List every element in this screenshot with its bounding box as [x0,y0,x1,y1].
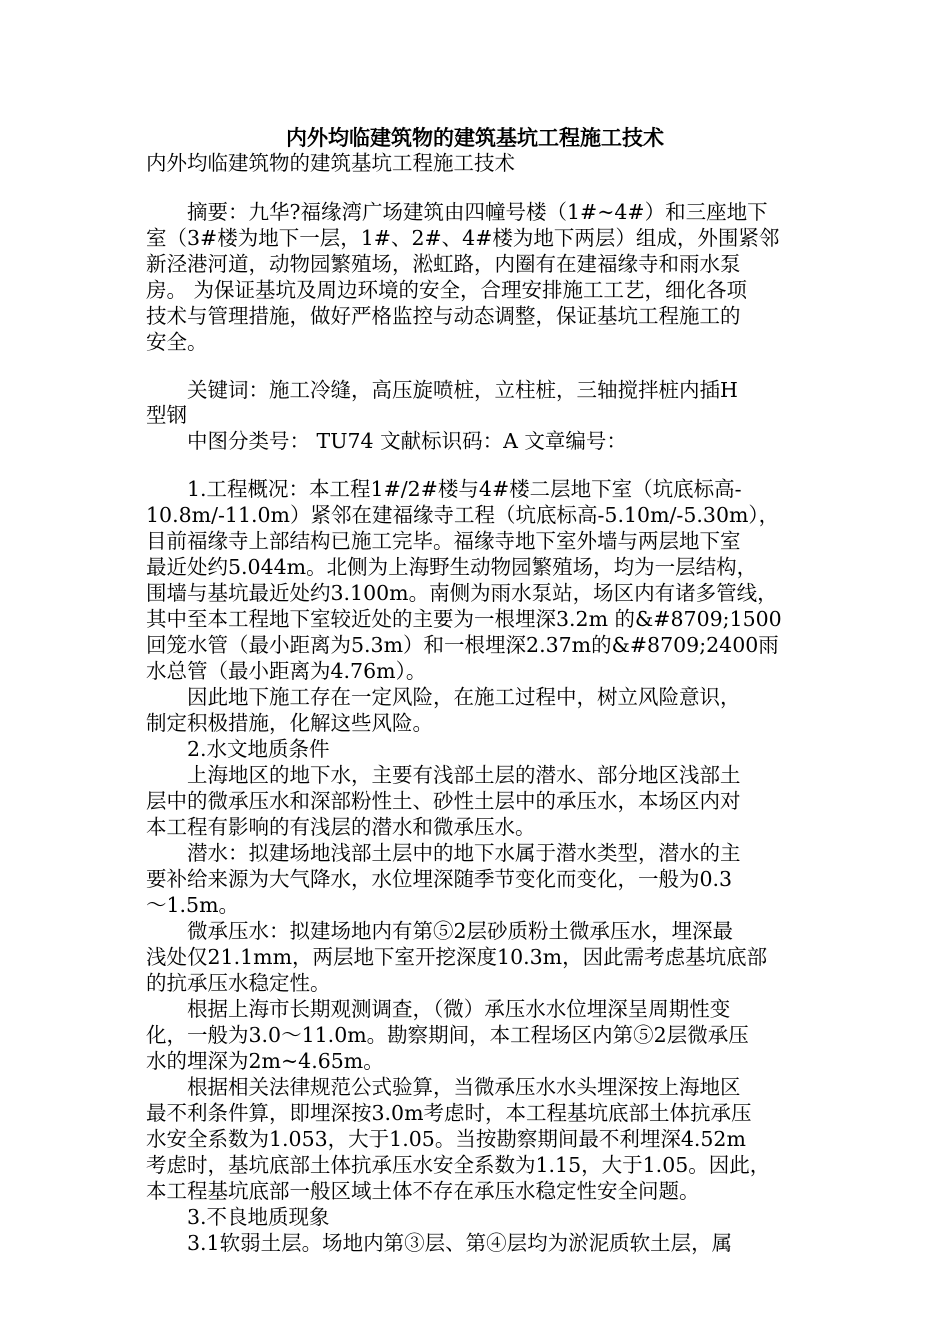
body-line: 室（3#楼为地下一层，1#、2#、4#楼为地下两层）组成，外围紧邻 [146,226,780,250]
body-line: 制定积极措施，化解这些风险。 [146,711,433,735]
body-line: 化，一般为3.0～11.0m。勘察期间，本工程场区内第⑤2层微承压 [146,1023,749,1047]
document-title: 内外均临建筑物的建筑基坑工程施工技术 [286,125,664,150]
body-line: 因此地下施工存在一定风险，在施工过程中，树立风险意识， [146,685,741,709]
section-heading: 2.水文地质条件 [146,737,330,761]
body-line: 水的埋深为2m~4.65m。 [146,1049,384,1073]
body-line: 考虑时，基坑底部土体抗承压水安全系数为1.15，大于1.05。因此， [146,1153,771,1177]
body-line: 目前福缘寺上部结构已施工完毕。福缘寺地下室外墙与两层地下室 [146,529,741,553]
body-line: 浅处仅21.1mm，两层地下室开挖深度10.3m，因此需考虑基坑底部 [146,945,768,969]
body-line: 的抗承压水稳定性。 [146,971,331,995]
body-line: 中图分类号： TU74 文献标识码：A 文章编号： [146,429,627,453]
body-line: 1.工程概况：本工程1#/2#楼与4#楼二层地下室（坑底标高- [146,477,742,501]
body-line: 上海地区的地下水，主要有浅部土层的潜水、部分地区浅部土 [146,763,741,787]
body-line: 层中的微承压水和深部粉性土、砂性土层中的承压水，本场区内对 [146,789,741,813]
section-heading: 3.不良地质现象 [146,1205,330,1229]
body-line: 最近处约5.044m。北侧为上海野生动物园繁殖场，均为一层结构， [146,555,758,579]
body-line: 3.1软弱土层。场地内第③层、第④层均为淤泥质软土层，属 [146,1231,733,1255]
body-line: 微承压水：拟建场地内有第⑤2层砂质粉土微承压水，埋深最 [146,919,734,943]
body-line: 本工程有影响的有浅层的潜水和微承压水。 [146,815,536,839]
body-line: 要补给来源为大气降水，水位埋深随季节变化而变化，一般为0.3 [146,867,733,891]
body-line: 新泾港河道，动物园繁殖场，淞虹路，内圈有在建福缘寺和雨水泵 [146,252,741,276]
body-line: 水安全系数为1.053，大于1.05。当按勘察期间最不利埋深4.52m [146,1127,746,1151]
body-line: 技术与管理措施，做好严格监控与动态调整，保证基坑工程施工的 [146,304,741,328]
body-line: 根据相关法律规范公式验算，当微承压水水头埋深按上海地区 [146,1075,741,1099]
body-line: 最不利条件算，即埋深按3.0m考虑时，本工程基坑底部土体抗承压 [146,1101,752,1125]
body-line: 摘要：九华?福缘湾广场建筑由四幢号楼（1#~4#）和三座地下 [146,200,768,224]
body-line: 房。 为保证基坑及周边环境的安全，合理安排施工工艺，细化各项 [146,278,748,302]
body-line: 潜水：拟建场地浅部土层中的地下水属于潜水类型，潜水的主 [146,841,741,865]
body-line: 回笼水管（最小距离为5.3m）和一根埋深2.37m的&#8709;2400雨 [146,633,779,657]
body-line: 其中至本工程地下室较近处的主要为一根埋深3.2m 的&#8709;1500 [146,607,782,631]
body-line: 关键词：施工冷缝，高压旋喷桩，立柱桩，三轴搅拌桩内插H [146,378,738,402]
body-line: ～1.5m。 [146,893,240,917]
body-line: 水总管（最小距离为4.76m）。 [146,659,427,683]
body-line: 内外均临建筑物的建筑基坑工程施工技术 [146,151,515,175]
body-line: 本工程基坑底部一般区域土体不存在承压水稳定性安全问题。 [146,1179,700,1203]
body-line: 根据上海市长期观测调查，（微）承压水水位埋深呈周期性变 [146,997,731,1021]
body-line: 安全。 [146,330,208,354]
body-line: 型钢 [146,403,187,427]
body-line: 10.8m/-11.0m）紧邻在建福缘寺工程（坑底标高-5.10m/-5.30m）， [146,503,780,527]
body-line: 围墙与基坑最近处约3.100m。南侧为雨水泵站，场区内有诸多管线， [146,581,778,605]
